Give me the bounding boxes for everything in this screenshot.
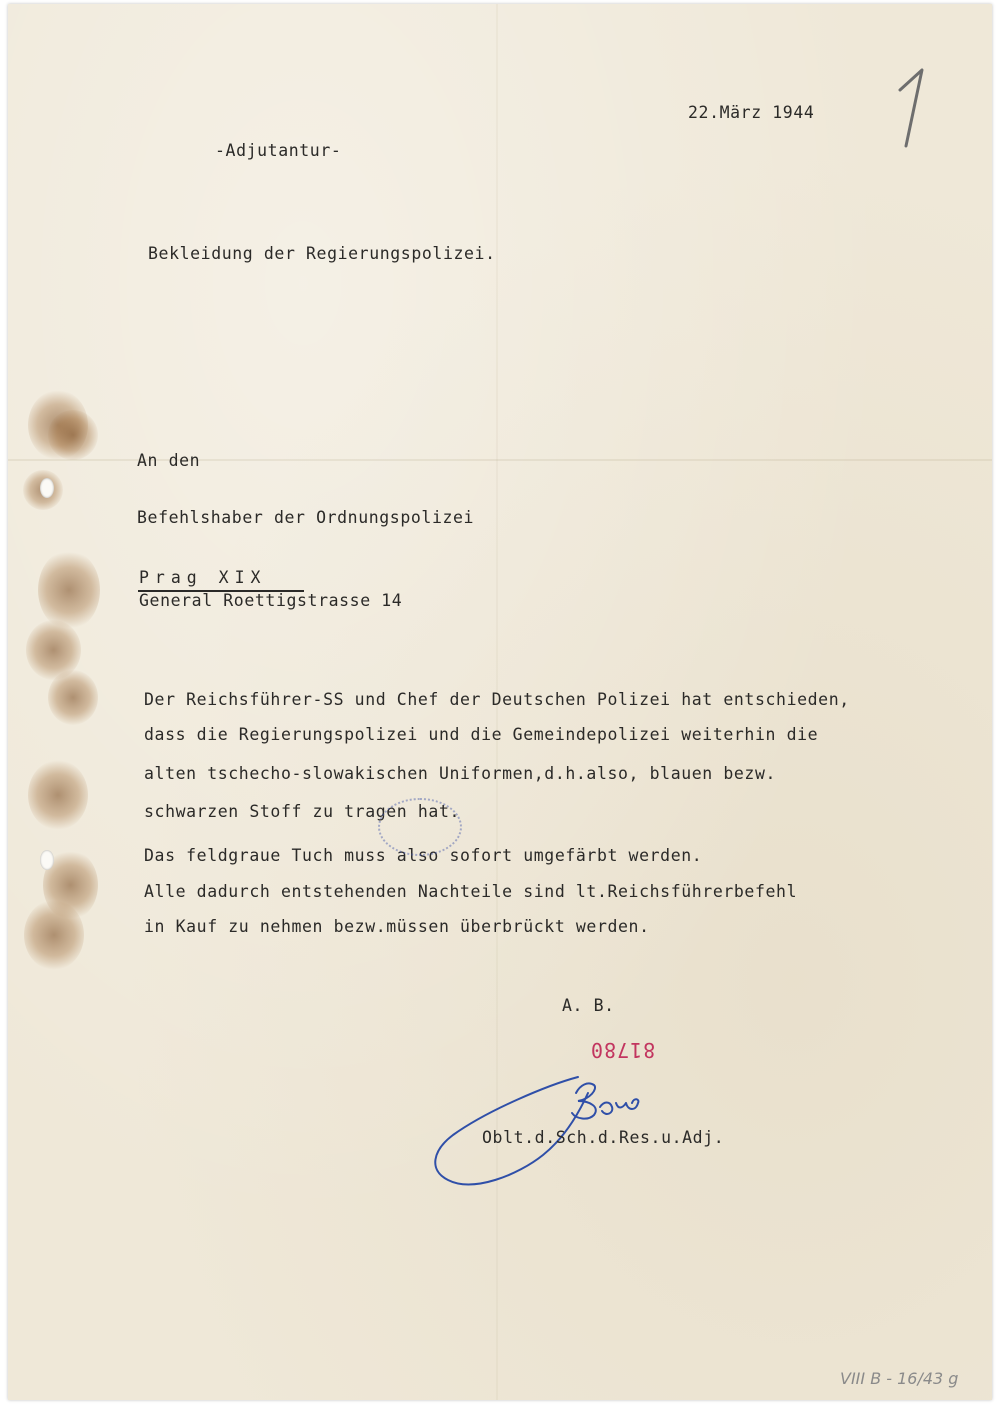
body-line: alten tschecho-slowakischen Uniformen,d.h.also, blauen bezw. [144, 764, 777, 783]
recipient-salutation: An den [137, 451, 201, 470]
body-line: schwarzen Stoff zu tragen hat. [144, 802, 461, 821]
recipient-city: Prag XIX [139, 568, 267, 587]
recipient-office: Befehlshaber der Ordnungspolizei [137, 508, 475, 527]
registry-stamp-number: 81780 [590, 1038, 656, 1062]
punch-hole [40, 478, 54, 498]
punch-hole [40, 850, 54, 870]
signatory-title: Oblt.d.Sch.d.Res.u.Adj. [482, 1128, 725, 1147]
body-line: dass die Regierungspolizei und die Gemeindepolizei weiterhin die [144, 725, 819, 744]
office-stamp-icon [378, 798, 462, 856]
body-line: Alle dadurch entstehenden Nachteile sind lt.Reichsführerbefehl [144, 882, 798, 901]
rust-stain-area [18, 380, 106, 980]
recipient-street: General Roettigstrasse 14 [139, 591, 403, 610]
letter-subject: Bekleidung der Regierungspolizei. [148, 244, 496, 263]
body-line: Das feldgraue Tuch muss also sofort umgefärbt werden. [144, 846, 703, 865]
closing-initials: A. B. [562, 996, 615, 1015]
letter-date: 22.März 1944 [688, 103, 815, 122]
body-line: in Kauf zu nehmen bezw.müssen überbrückt werden. [144, 917, 650, 936]
svg-text:VIII B - 16/43 g: VIII B - 16/43 g [840, 1369, 959, 1388]
signature-icon [428, 1055, 668, 1195]
department-heading: -Adjutantur- [215, 141, 342, 160]
handwritten-page-number-icon [882, 62, 942, 152]
body-line: Der Reichsführer-SS und Chef der Deutschen Polizei hat entschieden, [144, 690, 850, 709]
archive-reference-icon [838, 1362, 986, 1392]
